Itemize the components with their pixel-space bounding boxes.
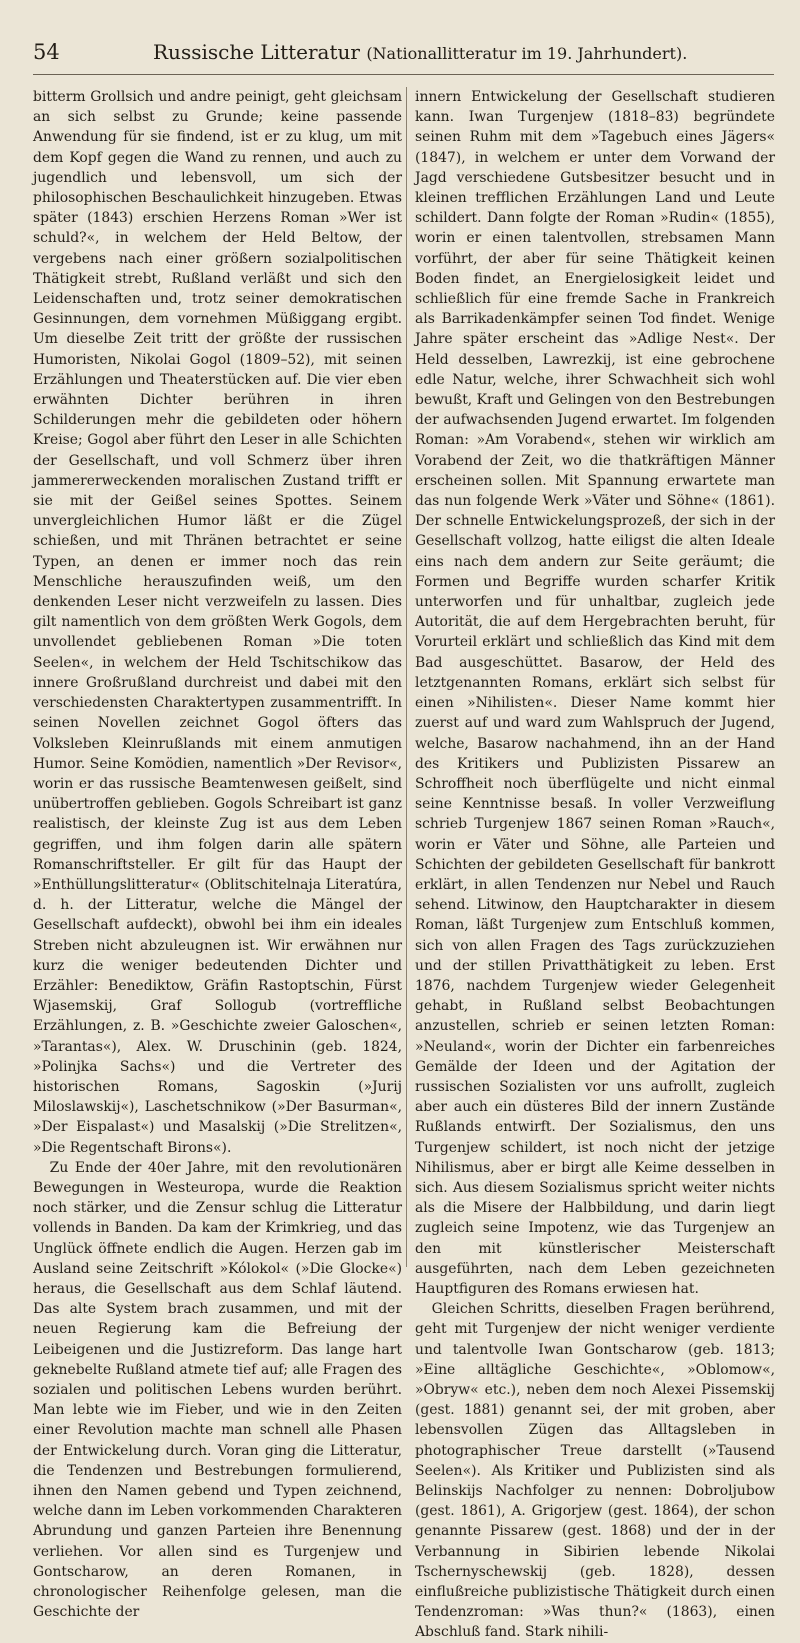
paragraph: Zu Ende der 40er Jahre, mit den revolutionären Bewegungen in Westeuropa, wurde die Reaktion noch stärker, und die Zensur schlug die Litteratur vollends in Banden. Da kam der Krimkrieg, und das Unglück öffnete endlich die Augen. Herzen gab im Ausland seine Zeitschrift »Kólokol« (»Die Glocke«) heraus, die Gesellschaft aus dem Schlaf läutend. Das alte System brach zusammen, und mit der neuen Regierung kam die Befreiung der Leibeigenen und die Justizreform. Das lange hart geknebelte Rußland atmete tief auf; alle Fragen des sozialen und politischen Lebens wurden berührt. Man lebte wie im Fieber, und wie in den Zeiten einer Revolution machte man schnell alle Phasen der Entwickelung durch. Voran ging die Litteratur, die Tendenzen und Bestrebungen formulierend, ihnen den Namen gebend und Typen zeichnend, welche dann im Leben vorkommenden Charakteren Abrundung und ganzen Parteien ihre Benennung verliehen. Vor allen sind es Turgenjew und Gontscharow, an deren Romanen, in chronologischer Reihenfolge gelesen, man die Geschichte der bbox=[33, 1159, 402, 1621]
running-title bbox=[153, 40, 687, 64]
page-number: 54 bbox=[33, 40, 60, 64]
left-column bbox=[33, 87, 402, 1621]
running-title-main: Russische Litteratur bbox=[153, 40, 360, 64]
running-title-subtitle: (Nationallitteratur im 19. Jahrhundert). bbox=[366, 44, 688, 63]
right-column bbox=[406, 87, 775, 1641]
running-header bbox=[33, 40, 774, 75]
paragraph: bitterm Grollsich und andre peinigt, geht gleichsam an sich selbst zu Grunde; keine passende Anwendung für sie findend, ist er zu klug, um mit dem Kopf gegen die Wand zu rennen, und auch zu jugendlich und lebensvoll, um sich der philosophischen Beschaulichkeit hinzugeben. Etwas später (1843) erschien Herzens Roman »Wer ist schuld?«, in welchem der Held Beltow, der vergebens nach einer größern sozialpolitischen Thätigkeit strebt, Rußland verläßt und sich den Leidenschaften und, trotz seiner demokratischen Gesinnungen, dem vornehmen Müßiggang ergibt. Um dieselbe Zeit tritt der größte der russischen Humoristen, Nikolai Gogol (1809–52), mit seinen Erzählungen und Theaterstücken auf. Die vier eben erwähnten Dichter berühren in ihren Schilderungen mehr die gebildeten oder höhern Kreise; Gogol aber führt den Leser in alle Schichten der Gesellschaft, und voll Schmerz über ihren jammererweckenden moralischen Zustand trifft er sie mit der Geißel seines Spottes. Seinem unvergleichlichen Humor läßt er die Zügel schießen, und mit Thränen betrachtet er seine Typen, an denen er immer noch das rein Menschliche herauszufinden weiß, um den denkenden Leser nicht verzweifeln zu lassen. Dies gilt namentlich von dem größten Werk Gogols, dem unvollendet gebliebenen Roman »Die toten Seelen«, in welchem der Held Tschitschikow das innere Großrußland durchreist und dabei mit den verschiedensten Charaktertypen zusammentrifft. In seinen Novellen zeichnet Gogol öfters das Volksleben Kleinrußlands mit einem anmutigen Humor. Seine Komödien, namentlich »Der Revisor«, worin er das russische Beamtenwesen geißelt, sind unübertroffen geblieben. Gogols Schreibart ist ganz realistisch, der kleinste Zug ist aus dem Leben gegriffen, und ihm folgen darin alle spätern Romanschriftsteller. Er gilt für das Haupt der »Enthüllungslitteratur« (Oblitschitelnaja Literatúra, d. h. der Litteratur, welche die Mängel der Gesellschaft aufdeckt), obwohl bei ihm ein ideales Streben nicht abzuleugnen ist. Wir erwähnen nur kurz die weniger bedeutenden Dichter und Erzähler: Benediktow, Gräfin Rastoptschin, Fürst Wjasemskij, Graf Sollogub (vortreffliche Erzählungen, z. B. »Geschichte zweier Galoschen«, »Tarantas«), Alex. W. Druschinin (geb. 1824, »Polinjka Sachs«) und die Vertreter des historischen Romans, Sagoskin (»Jurij Miloslawskij«), Laschetschnikow (»Der Basurman«, »Der Eispalast«) und Masalskij (»Die Strelitzen«, »Die Regentschaft Birons«). bbox=[33, 89, 402, 1156]
text-columns bbox=[33, 87, 775, 1641]
paragraph: Gleichen Schritts, dieselben Fragen berührend, geht mit Turgenjew der nicht weniger verdiente und talentvolle Iwan Gontscharow (geb. 1813; »Eine alltägliche Geschichte«, »Oblomow«, »Obryw« etc.), neben dem noch Alexei Pissemskij (gest. 1881) genannt sei, der mit groben, aber lebensvollen Zügen das Alltagsleben in photographischer Treue darstellt (»Tausend Seelen«). Als Kritiker und Publizisten sind als Belinskijs Nachfolger zu nennen: Dobroljubow (gest. 1861), A. Grigorjew (gest. 1864), der schon genannte Pissarew (gest. 1868) und der in der Verbannung in Sibirien lebende Nikolai Tschernyschewskij (geb. 1828), dessen einflußreiche publizistische Thätigkeit durch einen Tendenzroman: »Was thun?« (1863), einen Abschluß fand. Stark nihili- bbox=[415, 1301, 775, 1641]
paragraph: innern Entwickelung der Gesellschaft studieren kann. Iwan Turgenjew (1818–83) begründete seinen Ruhm mit dem »Tagebuch eines Jägers« (1847), in welchem er unter dem Vorwand der Jagd verschiedene Gutsbesitzer besucht und in kleinen trefflichen Erzählungen Land und Leute schildert. Dann folgte der Roman »Rudin« (1855), worin er einen talentvollen, strebsamen Mann vorführt, der aber für seine Thätigkeit keinen Boden findet, an Energielosigkeit leidet und schließlich für eine fremde Sache in Frankreich als Barrikadenkämpfer seinen Tod findet. Wenige Jahre später erscheint das »Adlige Nest«. Der Held desselben, Lawrezkij, ist eine gebrochene edle Natur, welche, ihrer Schwachheit sich wohl bewußt, Kraft und Gelingen von den Bestrebungen der aufwachsenden Jugend erwartet. Im folgenden Roman: »Am Vorabend«, stehen wir wirklich am Vorabend der Zeit, wo die thatkräftigen Männer erscheinen sollen. Mit Spannung erwartete man das nun folgende Werk »Väter und Söhne« (1861). Der schnelle Entwickelungsprozeß, der sich in der Gesellschaft vollzog, hatte eiligst die alten Ideale eins nach dem andern zur Seite geräumt; die Formen und Begriffe wurden scharfer Kritik unterworfen und für unhaltbar, zugleich jede Autorität, die auf dem Hergebrachten beruht, für Vorurteil erklärt und schließlich das Kind mit dem Bad ausgeschüttet. Basarow, der Held des letztgenannten Romans, erklärt sich selbst für einen »Nihilisten«. Dieser Name kommt hier zuerst auf und ward zum Wahlspruch der Jugend, welche, Basarow nachahmend, ihn an der Hand des Kritikers und Publizisten Pissarew an Schroffheit noch überflügelte und nicht einmal seine Kenntnisse besaß. In voller Verzweiflung schrieb Turgenjew 1867 seinen Roman »Rauch«, worin er Väter und Söhne, alle Parteien und Schichten der gebildeten Gesellschaft für bankrott erklärt, in allen Tendenzen nur Nebel und Rauch sehend. Litwinow, den Hauptcharakter in diesem Roman, läßt Turgenjew zum Entschluß kommen, sich von allen Fragen des Tags zurückzuziehen und der stillen Privatthätigkeit zu leben. Erst 1876, nachdem Turgenjew wieder Gelegenheit gehabt, in Rußland selbst Beobachtungen anzustellen, schrieb er seinen letzten Roman: »Neuland«, worin der Dichter ein farbenreiches Gemälde der Ideen und der Agitation der russischen Sozialisten vor uns aufrollt, zugleich aber auch ein düsteres Bild der innern Zustände Rußlands entwirft. Der Sozialismus, den uns Turgenjew schildert, ist noch nicht der jetzige Nihilismus, aber er birgt alle Keime desselben in sich. Aus diesem Sozialismus spricht weiter nichts als die Misere der Halbbildung, und darin liegt zugleich seine Impotenz, wie das Turgenjew an den mit künstlerischer Meisterschaft ausgeführten, nach dem Leben gezeichneten Hauptfiguren des Romans erwiesen hat. bbox=[415, 89, 775, 1297]
